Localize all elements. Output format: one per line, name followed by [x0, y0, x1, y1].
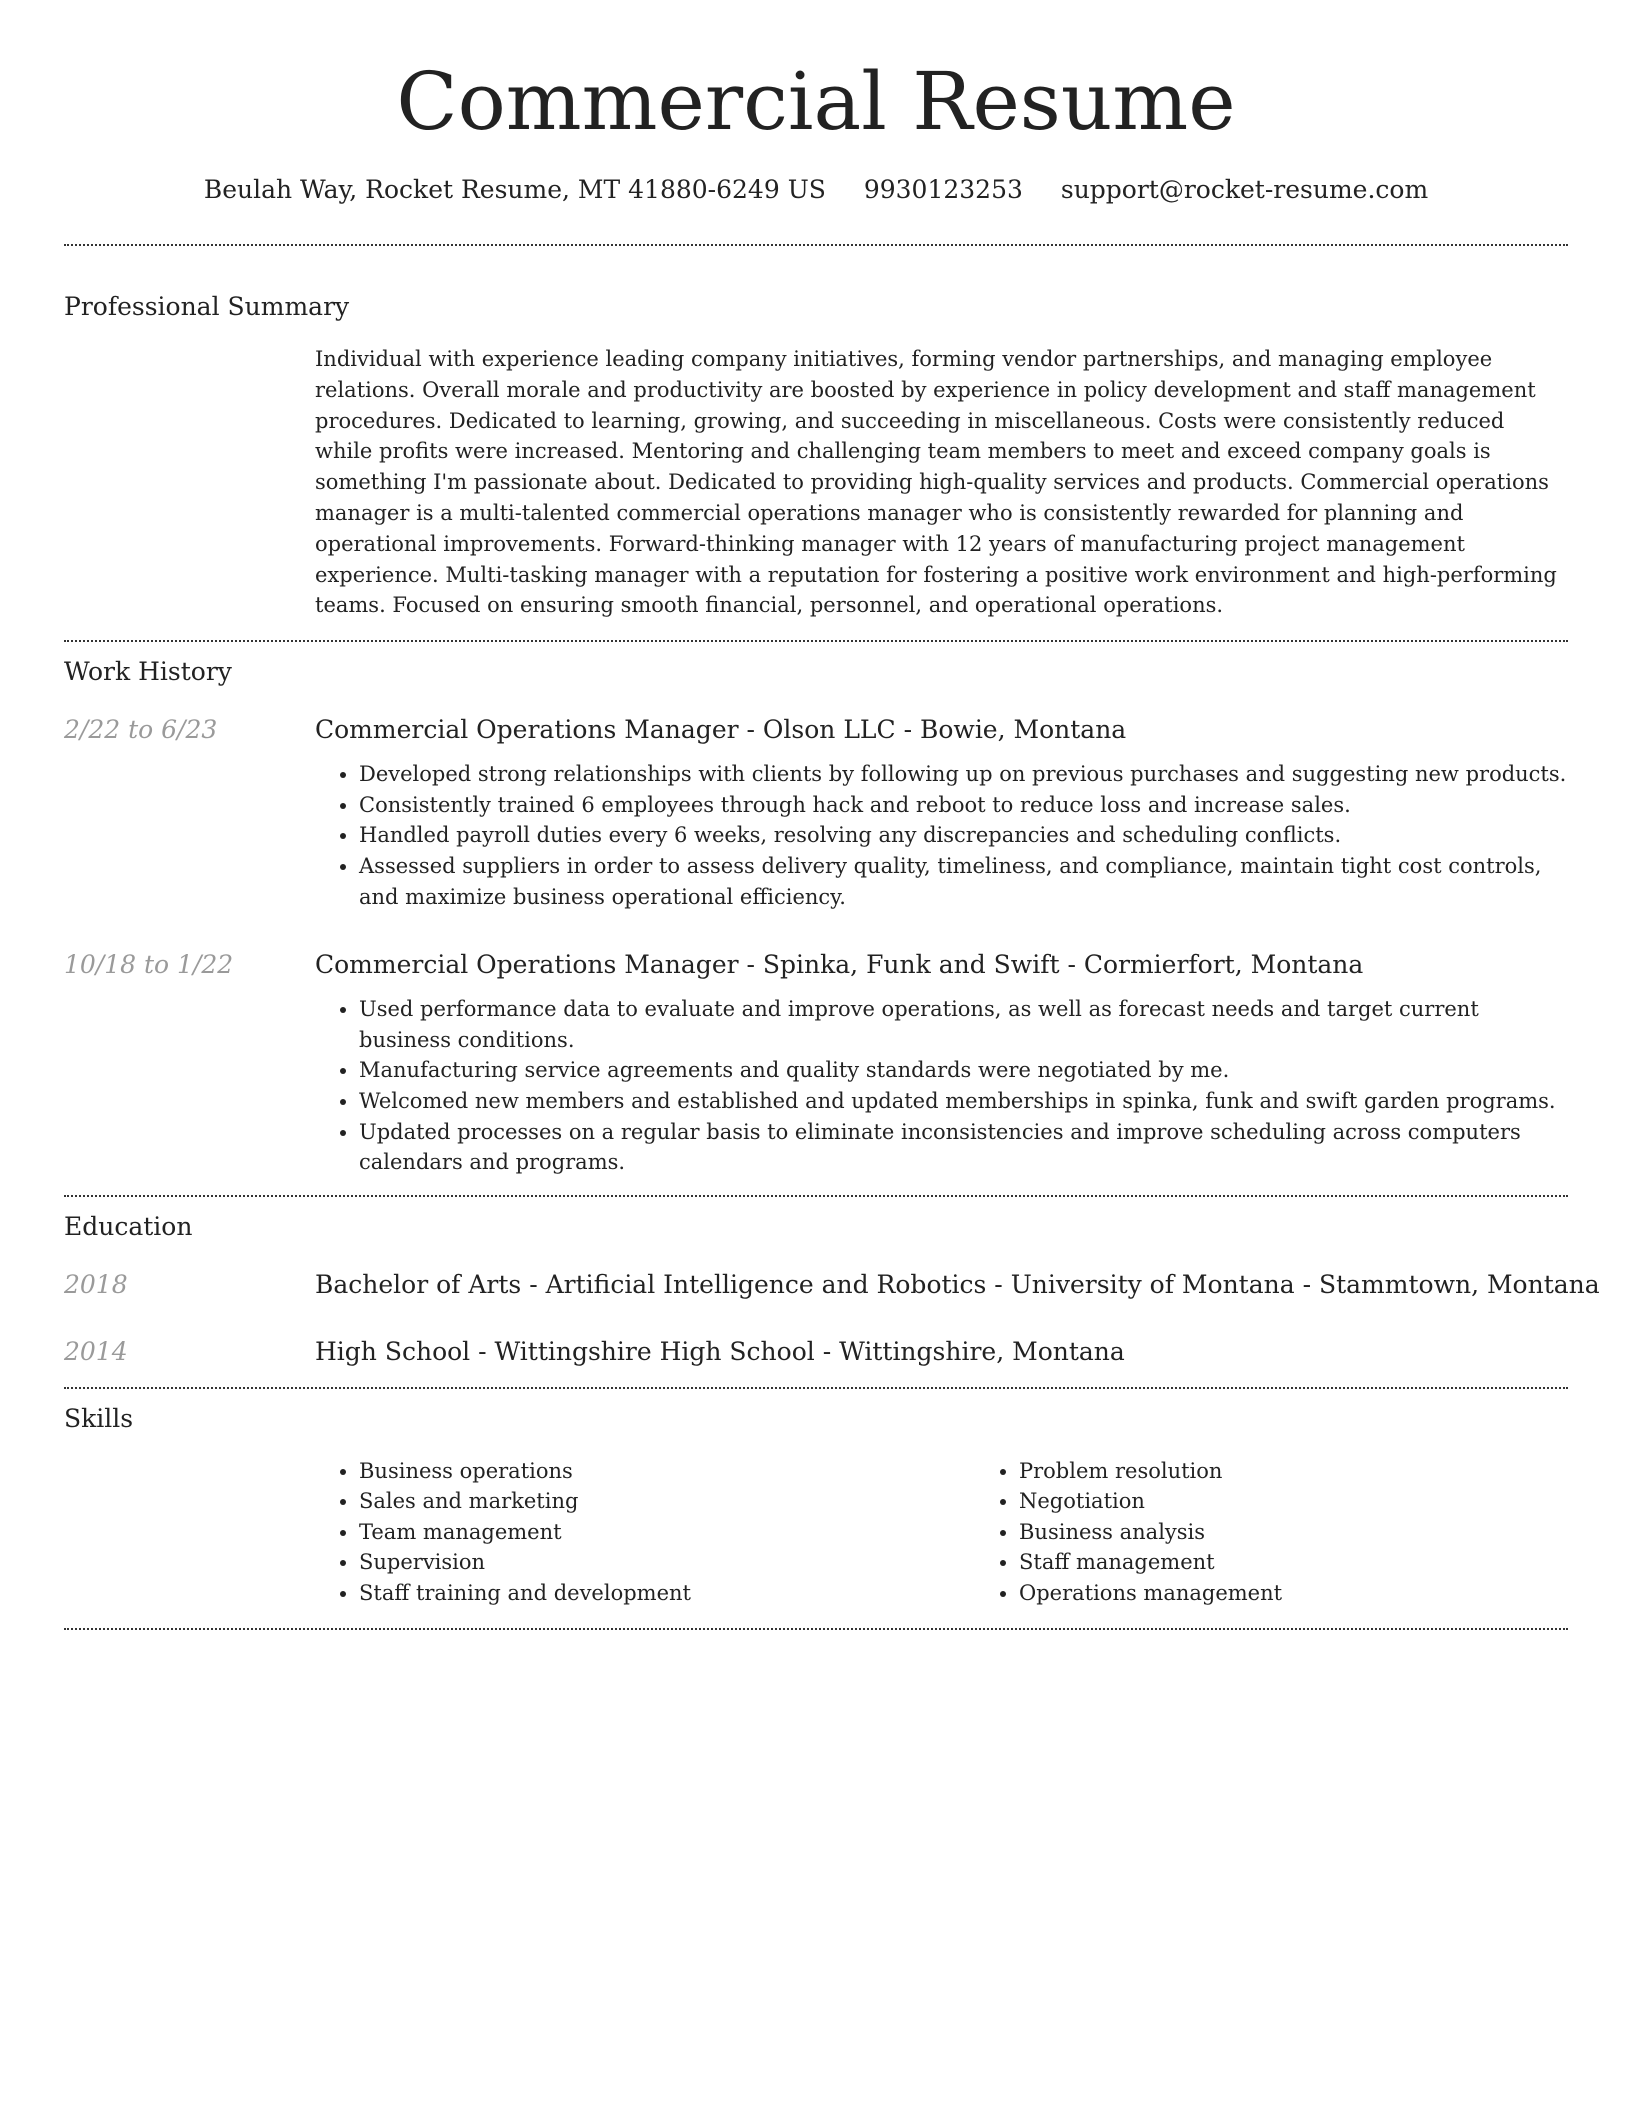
- list-item: • Staff management: [1019, 1547, 1632, 1578]
- education-entry: [64, 1268, 1600, 1302]
- education-entry: [64, 1335, 1568, 1369]
- job-entry: [64, 713, 1568, 912]
- education-year: 2014: [64, 1336, 128, 1366]
- list-item: • Negotiation: [1019, 1486, 1632, 1517]
- resume-page: [64, 0, 1600, 1630]
- contact-address: Beulah Way, Rocket Resume, MT 41880-6249 US: [203, 175, 826, 204]
- summary-row: [64, 344, 1568, 621]
- job-bullets: [315, 759, 1568, 912]
- contact-phone: 9930123253: [863, 175, 1023, 204]
- summary-text: Individual with experience leading company initiatives, forming vendor partnerships, and managing employee relations. Overall morale and productivity are boosted by experience in policy development and staff management procedures. Dedicated to learning, growing, and succeeding in miscellaneous. Costs were consistently reduced while profits were increased. Mentoring and challenging team members to meet and exceed company goals is something I'm passionate about. Dedicated to providing high-quality services and products. Commercial operations manager is a multi-talented commercial operations manager who is consistently rewarded for planning and operational improvements. Forward-thinking manager with 12 years of manufacturing project management experience. Multi-tasking manager with a reputation for fostering a positive work environment and high-performing teams. Focused on ensuring smooth financial, personnel, and operational operations.: [315, 347, 1557, 618]
- list-item: • Problem resolution: [1019, 1456, 1632, 1487]
- section-heading: Education: [64, 1211, 193, 1241]
- list-item: • Business analysis: [1019, 1517, 1632, 1548]
- education-section: [64, 1210, 1600, 1369]
- skills-row: [64, 1456, 1568, 1609]
- list-item: • Developed strong relationships with clients by following up on previous purchases and suggesting new products.: [359, 759, 1568, 790]
- skills-list-right: [975, 1456, 1632, 1609]
- skills-section: [64, 1402, 1568, 1609]
- list-item: • Operations management: [1019, 1578, 1632, 1609]
- section-heading: Skills: [64, 1403, 134, 1433]
- summary-section: [64, 290, 1568, 621]
- contact-email: support@rocket-resume.com: [1060, 175, 1429, 204]
- list-item: • Staff training and development: [359, 1578, 975, 1609]
- divider: [64, 1387, 1568, 1389]
- education-detail: High School - Wittingshire High School - Wittingshire, Montana: [315, 1336, 1125, 1366]
- list-item: • Supervision: [359, 1547, 975, 1578]
- list-item: • Business operations: [359, 1456, 975, 1487]
- job-title: Commercial Operations Manager - Olson LLC - Bowie, Montana: [315, 715, 1127, 745]
- divider: [64, 1628, 1568, 1630]
- resume-title: Commercial Resume: [396, 55, 1236, 148]
- education-detail: Bachelor of Arts - Artificial Intelligence and Robotics - University of Montana - Stammtown, Montana: [315, 1269, 1600, 1299]
- education-year: 2018: [64, 1269, 128, 1299]
- skills-list-left: [315, 1456, 975, 1609]
- job-entry: [64, 948, 1568, 1178]
- section-heading: Professional Summary: [64, 292, 350, 321]
- job-title: Commercial Operations Manager - Spinka, Funk and Swift - Cormierfort, Montana: [315, 950, 1364, 980]
- list-item: • Used performance data to evaluate and improve operations, as well as forecast needs and target current business conditions.: [359, 994, 1568, 1055]
- contact-line: [64, 172, 1568, 208]
- list-item: • Welcomed new members and established and updated memberships in spinka, funk and swift garden programs.: [359, 1086, 1568, 1117]
- divider: [64, 244, 1568, 246]
- job-dates: 10/18 to 1/22: [64, 950, 234, 980]
- job-bullets: [315, 994, 1568, 1178]
- list-item: • Manufacturing service agreements and quality standards were negotiated by me.: [359, 1055, 1568, 1086]
- list-item: • Assessed suppliers in order to assess delivery quality, timeliness, and compliance, maintain tight cost controls, and maximize business operational efficiency.: [359, 851, 1568, 912]
- divider: [64, 1195, 1568, 1197]
- list-item: • Consistently trained 6 employees through hack and reboot to reduce loss and increase sales.: [359, 790, 1568, 821]
- summary-spacer: [64, 344, 315, 621]
- skills-spacer: [64, 1456, 315, 1609]
- job-dates: 2/22 to 6/23: [64, 715, 218, 745]
- list-item: • Sales and marketing: [359, 1486, 975, 1517]
- list-item: • Handled payroll duties every 6 weeks, resolving any discrepancies and scheduling conflicts.: [359, 820, 1568, 851]
- list-item: • Team management: [359, 1517, 975, 1548]
- list-item: • Updated processes on a regular basis to eliminate inconsistencies and improve scheduling across computers calendars and programs.: [359, 1117, 1568, 1178]
- divider: [64, 640, 1568, 642]
- section-heading: Work History: [64, 657, 232, 687]
- work-section: [64, 655, 1568, 1178]
